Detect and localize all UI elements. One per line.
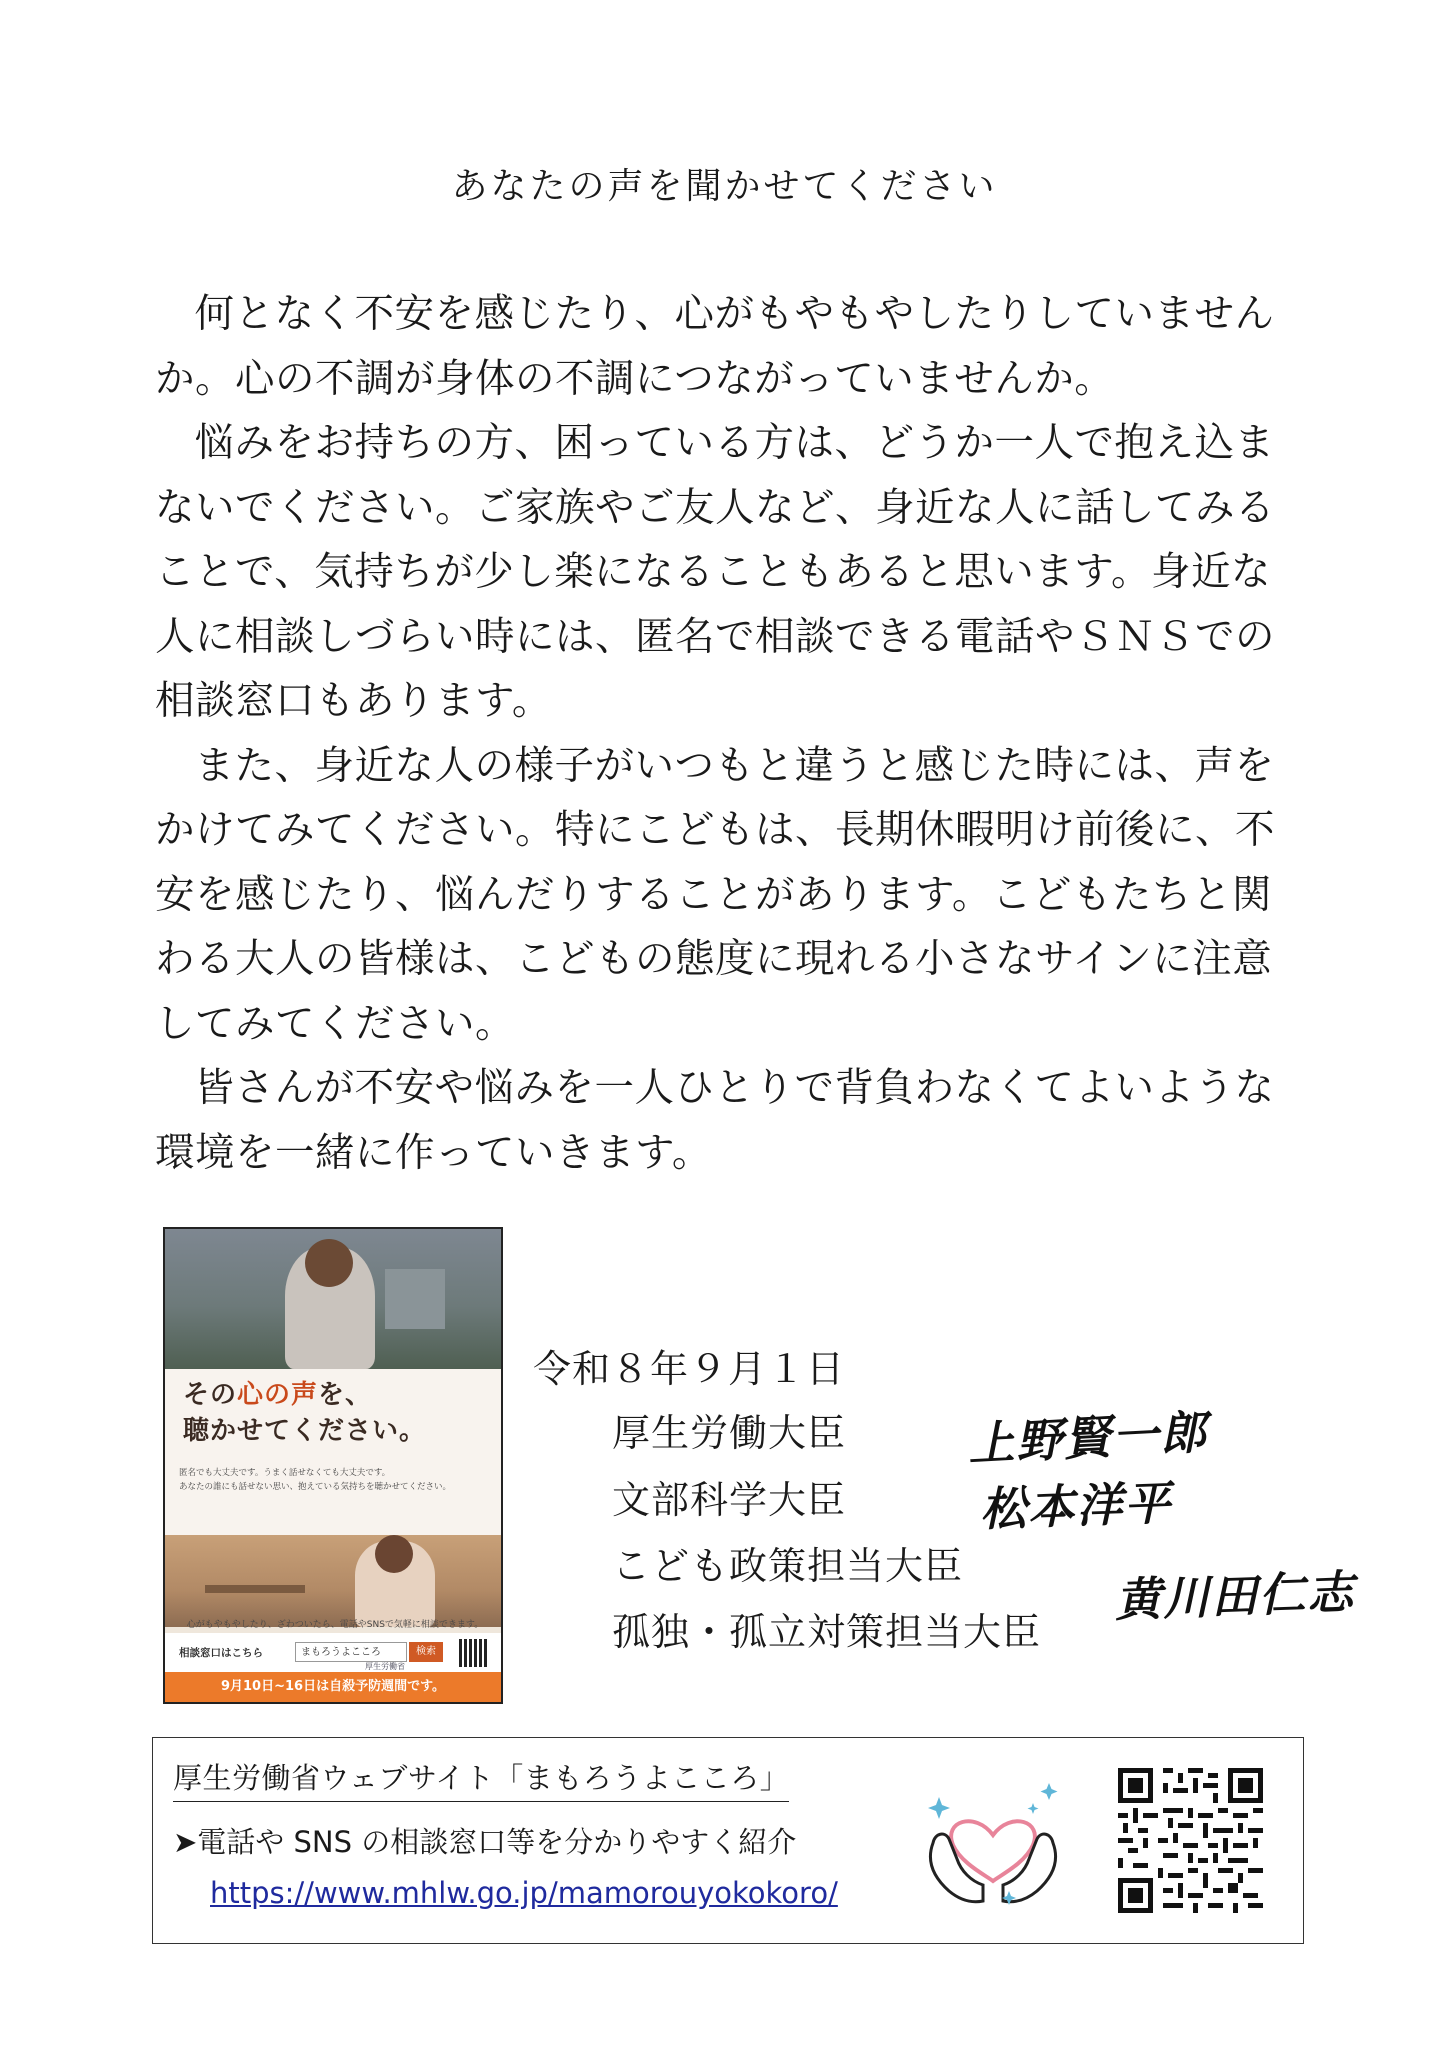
signature-2: 松本洋平 <box>979 1475 1173 1537</box>
info-title: 厚生労働省ウェブサイト「まもろうよこころ」 <box>173 1756 789 1802</box>
poster-table <box>205 1585 305 1593</box>
paragraph-2: 悩みをお持ちの方、困っている方は、どうか一人で抱え込まないでください。ご家族やご友人など、身近な人に話してみることで、気持ちが少し楽になることもあると思います。身近な人に相談しづらい時には、匿名で相談できる電話やＳＮＳでの相談窓口もあります。 <box>155 420 1275 724</box>
paragraph-3: また、身近な人の様子がいつもと違うと感じた時には、声をかけてみてください。特にこどもは、長期休暇明け前後に、不安を感じたり、悩んだりすることがあります。こどもたちと関わる大人の皆様は、こどもの態度に現れる小さなサインに注意してみてください。 <box>155 742 1275 1047</box>
poster-banner: 9月10日~16日は自殺予防週間です。 <box>165 1672 501 1702</box>
poster-caption: 心がもやもやしたり、ざわついたら、電話やSNSで気軽に相談できます。 <box>186 1620 484 1630</box>
poster-qr-icon <box>459 1639 487 1667</box>
website-link[interactable]: https://www.mhlw.go.jp/mamorouyokokoro/ <box>210 1876 838 1910</box>
info-box <box>152 1737 1304 1944</box>
poster-room-scene <box>165 1535 501 1627</box>
poster-subtext-1: 匿名でも大丈夫です。うまく話せなくても大丈夫です。 <box>179 1468 391 1478</box>
poster-man-head <box>305 1239 353 1287</box>
poster-search-row <box>165 1633 501 1675</box>
poster-building <box>385 1269 445 1329</box>
poster-search-box: まもろうよこころ <box>295 1642 407 1662</box>
paragraph-1: 何となく不安を感じたり、心がもやもやしたりしていませんか。心の不調が身体の不調につながっていませんか。 <box>155 291 1275 402</box>
signature-3: 黄川田仁志 <box>1114 1564 1356 1628</box>
poster-search-button: 検索 <box>409 1642 443 1662</box>
info-description: ➤電話や SNS の相談窓口等を分かりやすく紹介 <box>173 1825 797 1859</box>
poster-woman-head <box>375 1535 413 1573</box>
letter-date: 令和８年９月１日 <box>533 1347 846 1391</box>
poster-street-scene <box>165 1229 501 1369</box>
poster-search-label: 相談窓口はこちら <box>179 1647 263 1659</box>
campaign-poster <box>163 1227 503 1704</box>
qr-code <box>1118 1768 1263 1913</box>
minister-title-1: 厚生労働大臣 <box>612 1411 847 1455</box>
page-title: あなたの声を聞かせてください <box>451 166 998 207</box>
signature-1: 上野賢一郎 <box>966 1404 1210 1472</box>
heart-hands-icon <box>913 1763 1073 1913</box>
minister-title-2: 文部科学大臣 <box>612 1478 847 1522</box>
poster-headline: その心の声を、 聴かせてください。 <box>183 1380 427 1446</box>
poster-ministry-logo: 厚生労働省 <box>365 1662 405 1671</box>
minister-title-4: 孤独・孤立対策担当大臣 <box>612 1610 1042 1654</box>
minister-title-3: こども政策担当大臣 <box>612 1544 964 1588</box>
letter-body <box>155 282 1295 1185</box>
paragraph-4: 皆さんが不安や悩みを一人ひとりで背負わなくてよいような環境を一緒に作っていきます。 <box>155 1065 1275 1176</box>
poster-subtext-2: あなたの誰にも話せない思い、抱えている気持ちを聴かせてください。 <box>179 1482 452 1492</box>
